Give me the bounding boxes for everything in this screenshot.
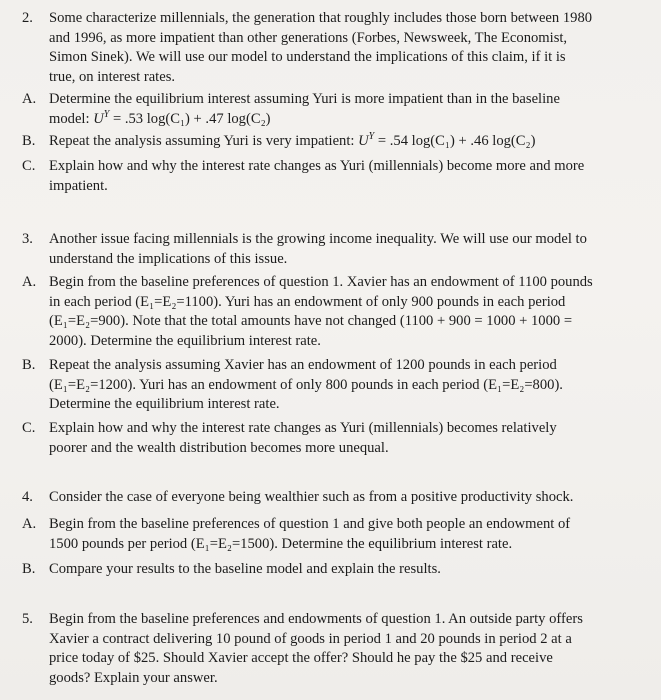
text-line: impatient. [49,177,108,194]
text-line: in each period (E₁=E₂=1100). Yuri has an endowment of only 900 pounds in each period [49,293,566,310]
text-line: and 1996, as more impatient than other generations (Forbes, Newsweek, The Economist, [49,29,568,46]
question-text [49,488,647,508]
text-line: Another issue facing millennials is the growing income inequality. We will use our model to [49,231,587,247]
part-text [49,273,647,351]
utility-formula: = .54 log(C₁) + .46 log(C₂) [374,133,536,149]
text-line: Explain how and why the interest rate changes as Yuri (millennials) becomes relatively [49,420,557,436]
formula-line [49,110,647,130]
part-label: C. [22,420,36,436]
text-line: Begin from the baseline preferences of question 1. Xavier has an endowment of 1100 pounds [49,274,593,290]
text-line: (E₁=E₂=900). Note that the total amounts have not changed (1100 + 900 = 1000 + 1000 = [49,313,573,329]
question-number: 2. [22,10,33,26]
part-text [49,560,647,580]
part-text [49,515,647,554]
text-line: (E₁=E₂=1200). Yuri has an endowment of only 800 pounds in each period (E₁=E₂=800). [49,376,563,393]
utility-symbol: U [358,133,369,149]
part-text [49,157,647,196]
text-line: Begin from the baseline preferences and endowments of question 1. An outside party offers [49,611,583,627]
text-line: poorer and the wealth distribution becomes more unequal. [49,439,389,456]
text-line: 1500 pounds per period (E₁=E₂=1500). Determine the equilibrium interest rate. [49,535,513,552]
text-line: true, on interest rates. [49,68,176,85]
part-text [49,90,647,129]
question-number: 5. [22,611,33,627]
part-label: A. [22,274,37,290]
part-text [49,419,647,458]
text-fragment: model: [49,110,94,127]
text-line: Xavier a contract delivering 10 pound of goods in period 1 and 20 pounds in period 2 at a [49,630,572,647]
part-label: B. [22,357,36,373]
text-line: Begin from the baseline preferences of question 1 and give both people an endowment of [49,516,571,532]
part-label: A. [22,516,37,532]
utility-formula: = .53 log(C₁) + .47 log(C₂) [109,110,271,127]
question-text [49,610,647,688]
part-text [49,356,647,415]
question-number: 4. [22,489,33,505]
formula-line [49,132,647,152]
text-line: Explain how and why the interest rate changes as Yuri (millennials) become more and more [49,158,585,174]
part-label: B. [22,561,36,577]
text-line: Determine the equilibrium interest rate. [49,396,280,412]
text-fragment: Repeat the analysis assuming Yuri is very impatient: [49,133,359,149]
text-line: Determine the equilibrium interest assuming Yuri is more impatient than in the baseline [49,91,560,107]
utility-symbol: U [93,110,104,127]
utility-superscript: Y [368,131,375,143]
text-line: Some characterize millennials, the generation that roughly includes those born between 1980 [49,10,593,26]
part-label: C. [22,158,36,174]
text-line: Repeat the analysis assuming Xavier has an endowment of 1200 pounds in each period [49,357,557,373]
text-line: goods? Explain your answer. [49,669,218,686]
text-line: Compare your results to the baseline model and explain the results. [49,561,441,577]
text-line: price today of $25. Should Xavier accept the offer? Should he pay the $25 and receive [49,650,553,666]
question-number: 3. [22,231,33,247]
question-text [49,9,647,87]
question-text [49,230,647,269]
utility-superscript: Y [103,108,110,120]
text-line: understand the implications of this issue. [49,250,288,267]
text-line: Consider the case of everyone being wealthier such as from a positive productivity shock. [49,489,574,505]
text-line: 2000). Determine the equilibrium interest rate. [49,332,321,349]
text-line: Simon Sinek). We will use our model to understand the implications of this claim, if it is [49,49,566,65]
part-label: B. [22,133,36,149]
part-text [49,132,647,152]
part-label: A. [22,91,37,107]
